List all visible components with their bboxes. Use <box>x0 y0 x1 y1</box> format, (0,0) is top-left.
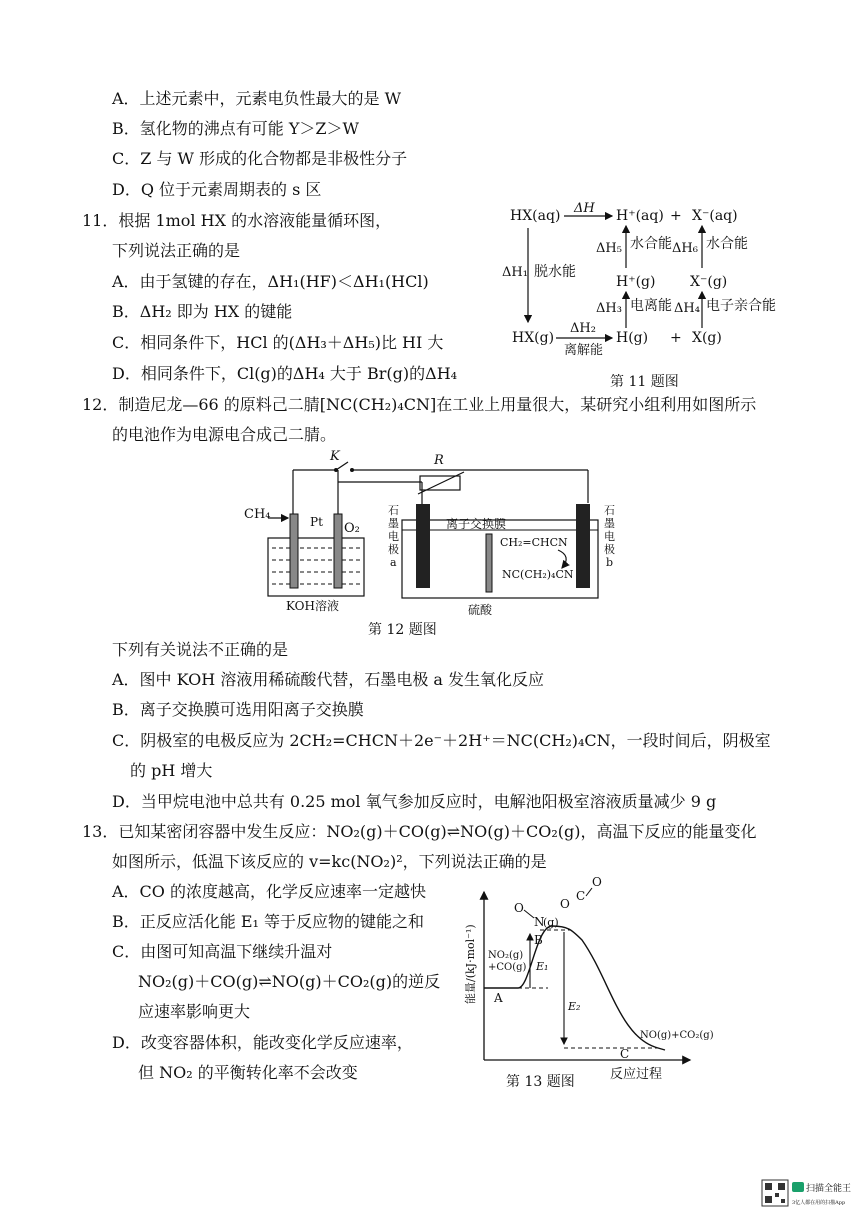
q13-option-d-cont: 但 NO₂ 的平衡转化率不会改变 <box>138 1063 358 1082</box>
q12-option-c-cont: 的 pH 增大 <box>130 761 213 780</box>
ch4-label: CH₄ <box>244 507 271 522</box>
q12-stem-cont: 的电池作为电源电合成己二腈。 <box>112 425 337 444</box>
q10-option-d: D．Q 位于元素周期表的 s 区 <box>112 180 322 199</box>
q13-option-c-cont-2: 应速率影响更大 <box>138 1002 251 1021</box>
switch-node-1 <box>334 468 338 472</box>
koh-label: KOH溶液 <box>286 599 339 613</box>
membrane-label: 离子交换膜 <box>446 517 507 531</box>
adiponitrile-label: NC(CH₂)₄CN <box>502 568 574 581</box>
electrode-a-char-5: a <box>390 556 397 569</box>
acrylonitrile-label: CH₂=CHCN <box>500 536 568 549</box>
reactants-label-2: +CO(g) <box>488 962 527 973</box>
electrode-a-char-1: 石 <box>388 504 399 517</box>
dh2-label: ΔH₂ <box>570 321 596 336</box>
q11-energy-cycle-diagram <box>500 200 790 400</box>
q12-option-b: B．离子交换膜可选用阳离子交换膜 <box>112 700 364 719</box>
q11-option-b: B．ΔH₂ 即为 HX 的键能 <box>112 302 293 321</box>
x-aq-label: X⁻(aq) <box>692 208 738 224</box>
stamp-brand: 扫描全能王 <box>806 1184 852 1194</box>
q13-option-c: C．由图可知高温下继续升温对 <box>112 942 333 961</box>
stamp-sub: 3亿人都在用的扫描App <box>792 1200 846 1206</box>
h-ion-g-label: H⁺(g) <box>616 274 656 290</box>
q12-electrolysis-diagram <box>238 448 638 640</box>
switch-k-label: K <box>330 449 340 464</box>
plus-label-bottom: + <box>670 330 682 346</box>
point-a-label: A <box>494 991 503 1005</box>
q12-figure-caption: 第 12 题图 <box>368 622 437 638</box>
q11-option-c: C．相同条件下，HCl 的(ΔH₃＋ΔH₅)比 HI 大 <box>112 333 444 352</box>
electrode-a-char-3: 电 <box>388 530 399 543</box>
acid-label: 硫酸 <box>468 603 493 617</box>
electrode-a-char-2: 墨 <box>388 517 399 530</box>
x-axis-label: 反应过程 <box>610 1067 663 1082</box>
hx-aq-label: HX(aq) <box>510 208 561 224</box>
plus-label-top: + <box>670 208 682 224</box>
graphite-electrode-a <box>416 504 430 588</box>
ts-n: N <box>534 915 545 929</box>
electrode-b-char-3: 电 <box>604 530 615 543</box>
dh-label: ΔH <box>574 201 595 216</box>
e1-label: E₁ <box>536 960 549 973</box>
q11-option-d: D．相同条件下，Cl(g)的ΔH₄ 大于 Br(g)的ΔH₄ <box>112 364 458 383</box>
q10-option-c: C．Z 与 W 形成的化合物都是非极性分子 <box>112 149 408 168</box>
hydration-label-2: 水合能 <box>706 236 748 252</box>
electrode-b-char-4: 极 <box>604 543 615 556</box>
reactants-label-1: NO₂(g) <box>488 950 524 961</box>
o2-label: O₂ <box>344 521 360 536</box>
ion-exchange-membrane <box>486 534 492 592</box>
affinity-label: 电子亲合能 <box>706 298 776 314</box>
q13-energy-profile-diagram <box>460 870 730 1100</box>
dh6-label: ΔH₆ <box>672 241 698 256</box>
dh5-label: ΔH₅ <box>596 241 622 256</box>
point-c-label: C <box>620 1047 630 1061</box>
ts-o-mid: O <box>560 897 570 911</box>
dissociation-label: 离解能 <box>564 343 604 358</box>
resistor-label: R <box>434 453 444 468</box>
ts-o-left: O <box>514 901 524 915</box>
hx-g-label: HX(g) <box>512 330 555 346</box>
electrode-b-char-5: b <box>606 556 614 569</box>
q13-figure-caption: 第 13 题图 <box>506 1074 575 1090</box>
q13-option-c-cont-1: NO₂(g)＋CO(g)⇌NO(g)＋CO₂(g)的逆反 <box>138 972 441 991</box>
e2-label: E₂ <box>568 1000 581 1013</box>
conversion-arrow <box>558 550 566 568</box>
q13-option-a: A．CO 的浓度越高，化学反应速率一定越快 <box>112 882 427 901</box>
fuel-cell-vessel <box>268 538 364 596</box>
dh4-label: ΔH₄ <box>674 301 700 316</box>
ionization-label: 电离能 <box>630 298 672 314</box>
q12-option-d: D．当甲烷电池中总共有 0.25 mol 氧气参加反应时，电解池阳极室溶液质量减少 9 g <box>112 792 717 811</box>
q11-stem-prompt: 下列说法正确的是 <box>112 241 241 260</box>
y-axis-label: 能量/(kJ·mol⁻¹) <box>464 924 477 1004</box>
graphite-electrode-b <box>576 504 590 588</box>
q11-figure-caption: 第 11 题图 <box>610 374 679 390</box>
q11-option-a: A．由于氢键的存在，ΔH₁(HF)＜ΔH₁(HCl) <box>112 272 429 291</box>
dh1-label: ΔH₁ <box>502 265 528 280</box>
hydration-label-1: 水合能 <box>630 236 672 252</box>
x-ion-g-label: X⁻(g) <box>690 274 728 290</box>
ts-o-right: O <box>592 875 602 889</box>
h-g-label: H(g) <box>616 330 649 346</box>
energy-curve <box>484 926 665 1050</box>
point-b-label: B <box>534 933 543 947</box>
q12-option-c: C．阴极室的电极反应为 2CH₂=CHCN＋2e⁻＋2H⁺＝NC(CH₂)₄CN，一段时间后，阴极室 <box>112 731 771 750</box>
dh3-label: ΔH₃ <box>596 301 622 316</box>
q12-option-a: A．图中 KOH 溶液用稀硫酸代替，石墨电极 a 发生氧化反应 <box>112 670 545 689</box>
q11-stem: 11．根据 1mol HX 的水溶液能量循环图， <box>82 211 392 230</box>
fuel-electrode-right <box>334 514 342 588</box>
q10-option-a: A．上述元素中，元素电负性最大的是 W <box>112 89 402 108</box>
q10-option-b: B．氢化物的沸点有可能 Y＞Z＞W <box>112 119 359 138</box>
pt-label: Pt <box>310 515 323 529</box>
ts-c: C <box>576 889 586 903</box>
electrode-a-char-4: 极 <box>388 543 399 556</box>
scanner-watermark <box>760 1178 860 1212</box>
x-g-label: X(g) <box>692 330 722 346</box>
q13-stem: 13．已知某密闭容器中发生反应：NO₂(g)＋CO(g)⇌NO(g)＋CO₂(g)，高温下反应的能量变化 <box>82 822 757 841</box>
q13-option-b: B．正反应活化能 E₁ 等于反应物的键能之和 <box>112 912 425 931</box>
q12-stem: 12．制造尼龙—66 的原料己二腈[NC(CH₂)₄CN]在工业上用量很大，某研究小组利用如图所示 <box>82 395 757 414</box>
dehydration-label: 脱水能 <box>534 264 576 280</box>
q13-option-d: D．改变容器体积，能改变化学反应速率， <box>112 1033 413 1052</box>
qr-code-icon <box>760 1178 860 1212</box>
electrode-b-char-2: 墨 <box>604 517 615 530</box>
q13-stem-cont: 如图所示，低温下该反应的 v=kc(NO₂)²，下列说法正确的是 <box>112 852 547 871</box>
fuel-electrode-left <box>290 514 298 588</box>
q12-prompt: 下列有关说法不正确的是 <box>112 640 289 659</box>
ts-g: (g) <box>543 916 559 929</box>
products-label: NO(g)+CO₂(g) <box>640 1030 714 1041</box>
h-aq-label: H⁺(aq) <box>616 208 664 224</box>
electrolysis-cell <box>402 520 598 598</box>
electrode-b-char-1: 石 <box>604 504 615 517</box>
